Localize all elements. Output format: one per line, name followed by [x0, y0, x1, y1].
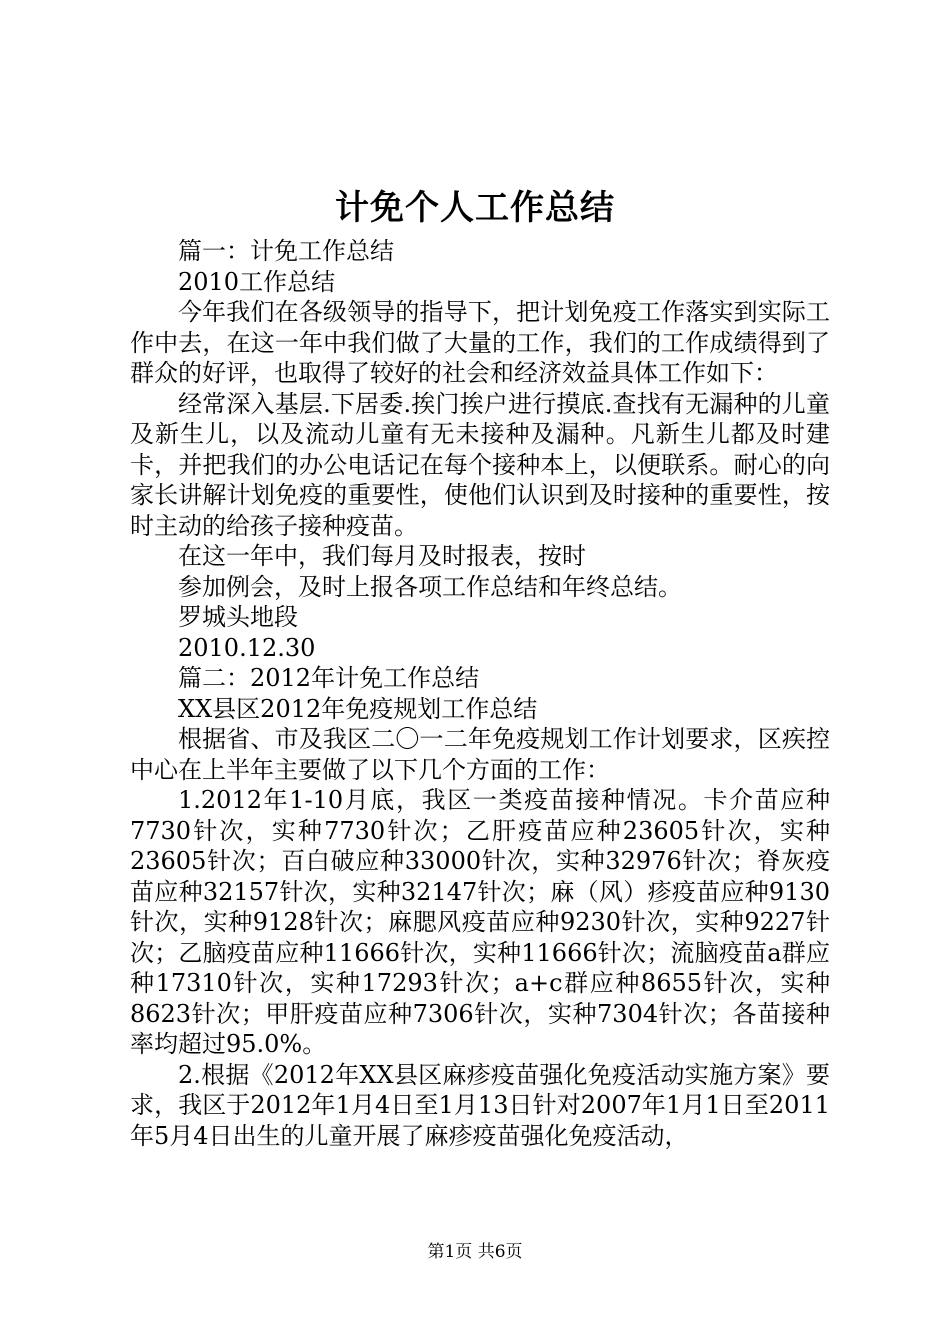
- paragraph: 参加例会，及时上报各项工作总结和年终总结。: [178, 572, 682, 601]
- document-body: [130, 236, 830, 1151]
- document-title: 计免个人工作总结: [335, 188, 615, 228]
- paragraph: 2.根据《2012年XX县区麻疹疫苗强化免疫活动实施方案》要求，我区于2012年1月4日至1月13日针对2007年1月1日至2011年5月4日出生的儿童开展了麻疹疫苗强化免疫活动，: [130, 1060, 830, 1150]
- paragraph: 罗城头地段: [178, 603, 298, 631]
- paragraph: 根据省、市及我区二〇一二年免疫规划工作计划要求，区疾控中心在上半年主要做了以下几个方面的工作：: [130, 725, 830, 784]
- paragraph: 篇一：计免工作总结: [178, 237, 394, 265]
- paragraph: 1.2012年1-10月底，我区一类疫苗接种情况。卡介苗应种7730针次，实种7730针次；乙肝疫苗应种23605针次，实种23605针次；百白破应种33000针次，实种32976针次；脊灰疫苗应种32157针次，实种32147针次；麻（风）疹疫苗应种9130针次，实种9128针次；麻腮风疫苗应种9230针次，实种9227针次；乙脑疫苗应种11666针次，实种11666针次；流脑疫苗a群应种17310针次，实种17293针次；a+c群应种8655针次，实种8623针次；甲肝疫苗应种7306针次，实种7304针次；各苗接种率均超过95.0%。: [130, 786, 830, 1058]
- paragraph: 今年我们在各级领导的指导下，把计划免疫工作落实到实际工作中去，在这一年中我们做了大量的工作，我们的工作成绩得到了群众的好评，也取得了较好的社会和经济效益具体工作如下：: [130, 298, 830, 387]
- paragraph: 2010.12.30: [178, 633, 316, 662]
- page-footer: 第1页 共6页: [427, 1242, 523, 1262]
- paragraph: 篇二：2012年计免工作总结: [178, 664, 480, 692]
- paragraph: 经常深入基层.下居委.挨门挨户进行摸底.查找有无漏种的儿童及新生儿，以及流动儿童有无未接种及漏种。凡新生儿都及时建卡，并把我们的办公电话记在每个接种本上，以便联系。耐心的向家长讲解计划免疫的重要性，使他们认识到及时接种的重要性，按时主动的给孩子接种疫苗。: [130, 389, 830, 540]
- paragraph: XX县区2012年免疫规划工作总结: [178, 694, 538, 723]
- paragraph: 2010工作总结: [178, 267, 336, 296]
- paragraph: 在这一年中，我们每月及时报表，按时: [178, 542, 586, 570]
